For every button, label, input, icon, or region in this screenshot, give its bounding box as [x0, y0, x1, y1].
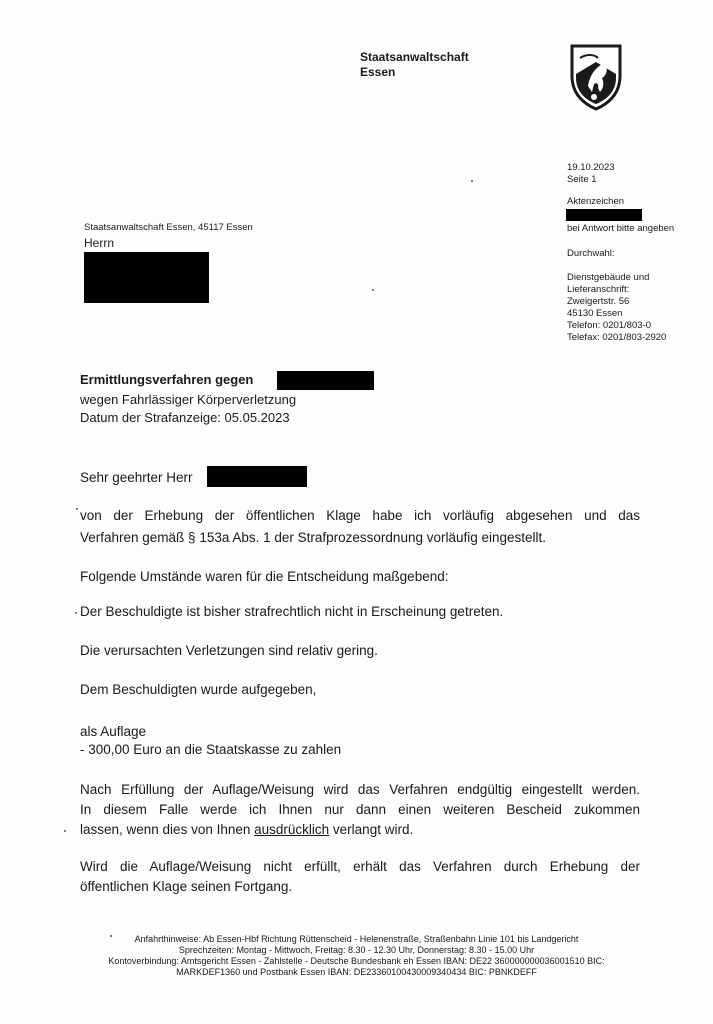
address-label-1: Dienstgebäude und	[567, 272, 650, 283]
recipient-salutation: Herrn	[84, 236, 115, 250]
reference-hint: bei Antwort bitte angeben	[567, 223, 675, 234]
scan-speck	[471, 180, 473, 182]
scan-speck	[64, 830, 66, 832]
authority-line-1: Staatsanwaltschaft	[360, 50, 469, 64]
paragraph-7-line-3	[80, 819, 640, 841]
address-label-2: Lieferanschrift:	[567, 284, 630, 295]
redacted-addressee-name	[207, 466, 307, 487]
phone-number: Telefon: 0201/803-0	[567, 320, 651, 331]
subject-line-2: wegen Fahrlässiger Körperverletzung	[80, 392, 297, 407]
paragraph-7-line-2: In diesem Falle werde ich Ihnen nur dann einen weiteren Bescheid zukommen	[80, 802, 640, 817]
paragraph-2: Folgende Umstände waren für die Entscheidung maßgebend:	[80, 569, 449, 584]
paragraph-8-line-2: öffentlichen Klage seinen Fortgang.	[80, 879, 293, 894]
address-city: 45130 Essen	[567, 308, 623, 319]
subject-line-3: Datum der Strafanzeige: 05.05.2023	[80, 410, 290, 425]
authority-name	[360, 50, 469, 80]
paragraph-4: Die verursachten Verletzungen sind relativ gering.	[80, 643, 378, 658]
fax-number: Telefax: 0201/803-2920	[567, 332, 667, 343]
footer-bank-details-2: MARKDEF1360 und Postbank Essen IBAN: DE23360100430009340434 BIC: PBNKDEFF	[176, 967, 537, 977]
nrw-coat-of-arms-icon	[566, 42, 626, 112]
paragraph-6-line-2: - 300,00 Euro an die Staatskasse zu zahlen	[80, 742, 342, 757]
paragraph-5: Dem Beschuldigten wurde aufgegeben,	[80, 682, 317, 697]
paragraph-3: Der Beschuldigte ist bisher strafrechtlich nicht in Erscheinung getreten.	[80, 604, 504, 619]
paragraph-1-line-2: Verfahren gemäß § 153a Abs. 1 der Strafprozessordnung vorläufig eingestellt.	[80, 530, 547, 545]
page-number: Seite 1	[567, 174, 597, 185]
redacted-accused-name	[277, 371, 374, 390]
paragraph-7-line-1: Nach Erfüllung der Auflage/Weisung wird das Verfahren endgültig eingestellt werden.	[80, 782, 640, 797]
paragraph-7-line-3-end: verlangt wird.	[329, 822, 414, 837]
scan-speck	[372, 289, 374, 291]
footer-directions: Anfahrthinweise: Ab Essen-Hbf Richtung Rüttenscheid - Helenenstraße, Straßenbahn Linie 101 bis Landgericht	[134, 934, 579, 944]
redacted-reference-number	[566, 209, 642, 221]
paragraph-7-line-3-start: lassen, wenn dies von Ihnen	[80, 822, 255, 837]
address-street: Zweigertstr. 56	[567, 296, 630, 307]
letter-date: 19.10.2023	[567, 162, 615, 173]
direct-dial-label: Durchwahl:	[567, 248, 615, 259]
emphasis-explicitly: ausdrücklich	[254, 822, 330, 837]
redacted-recipient-address	[84, 252, 209, 303]
greeting: Sehr geehrter Herr	[80, 470, 193, 485]
scan-speck	[110, 935, 112, 937]
sender-return-address: Staatsanwaltschaft Essen, 45117 Essen	[84, 222, 253, 233]
reference-label: Aktenzeichen	[567, 196, 625, 207]
subject-line-1: Ermittlungsverfahren gegen	[80, 372, 254, 387]
authority-line-2: Essen	[360, 65, 396, 79]
scan-speck	[75, 612, 77, 614]
paragraph-1-line-1: von der Erhebung der öffentlichen Klage habe ich vorläufig abgesehen und das	[80, 508, 640, 523]
paragraph-8-line-1: Wird die Auflage/Weisung nicht erfüllt, erhält das Verfahren durch Erhebung der	[80, 859, 640, 874]
footer-bank-details-1: Kontoverbindung: Amtsgericht Essen - Zahlstelle - Deutsche Bundesbank eh Essen IBAN: DE22 360000000036001510 BIC:	[108, 956, 605, 966]
scan-speck	[76, 508, 78, 510]
paragraph-6-line-1: als Auflage	[80, 724, 147, 739]
footer-office-hours: Sprechzeiten: Montag - Mittwoch, Freitag: 8.30 - 12.30 Uhr, Donnerstag: 8.30 - 15.00 Uhr	[178, 945, 535, 955]
